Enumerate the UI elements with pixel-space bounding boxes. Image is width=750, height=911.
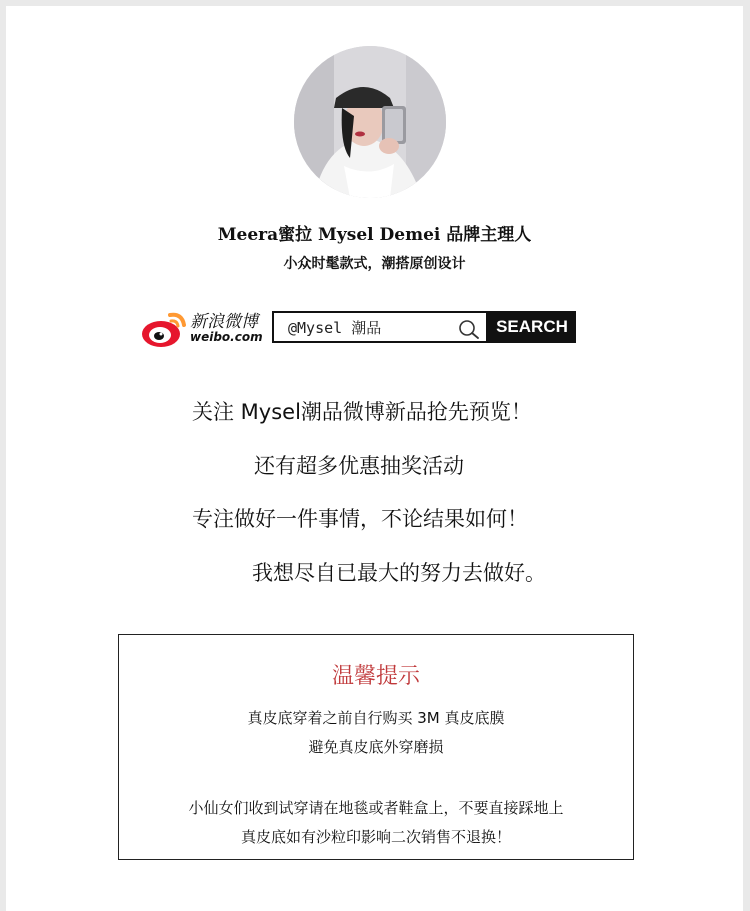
notice-line-1: 真皮底穿着之前自行购买 3M 真皮底膜 (247, 709, 505, 727)
notice-line-4: 真皮底如有沙粒印影响二次销售不退换！ (240, 828, 511, 846)
intro-line-2: 还有超多优惠抽奖活动 (254, 454, 464, 478)
profile-name: Meera蜜拉 Mysel Demei 品牌主理人 (217, 225, 532, 245)
notice-line-2: 避免真皮底外穿磨损 (308, 738, 444, 756)
notice-title: 温馨提示 (331, 664, 420, 689)
intro-line-4: 我想尽自已最大的努力去做好。 (252, 561, 546, 585)
avatar-photo (294, 46, 446, 198)
search-input[interactable]: @Mysel 潮品 (288, 319, 382, 337)
avatar[interactable] (294, 46, 446, 198)
profile-tagline: 小众时髦款式，潮搭原创设计 (283, 256, 466, 272)
search-button[interactable]: SEARCH (488, 311, 576, 343)
weibo-eye-icon (140, 305, 188, 349)
intro-line-1: 关注 Mysel潮品微博新品抢先预览！ (192, 400, 532, 424)
notice-box (118, 634, 634, 860)
page (6, 6, 743, 911)
weibo-logo-cn: 新浪微博 (190, 312, 258, 332)
search-field[interactable] (272, 311, 488, 343)
notice-line-3: 小仙女们收到试穿请在地毯或者鞋盒上，不要直接踩地上 (188, 799, 564, 817)
weibo-logo-en: weibo.com (190, 330, 263, 344)
intro-line-3: 专注做好一件事情，不论结果如何！ (192, 507, 528, 531)
weibo-logo[interactable] (140, 305, 270, 351)
search-icon[interactable] (458, 319, 480, 339)
